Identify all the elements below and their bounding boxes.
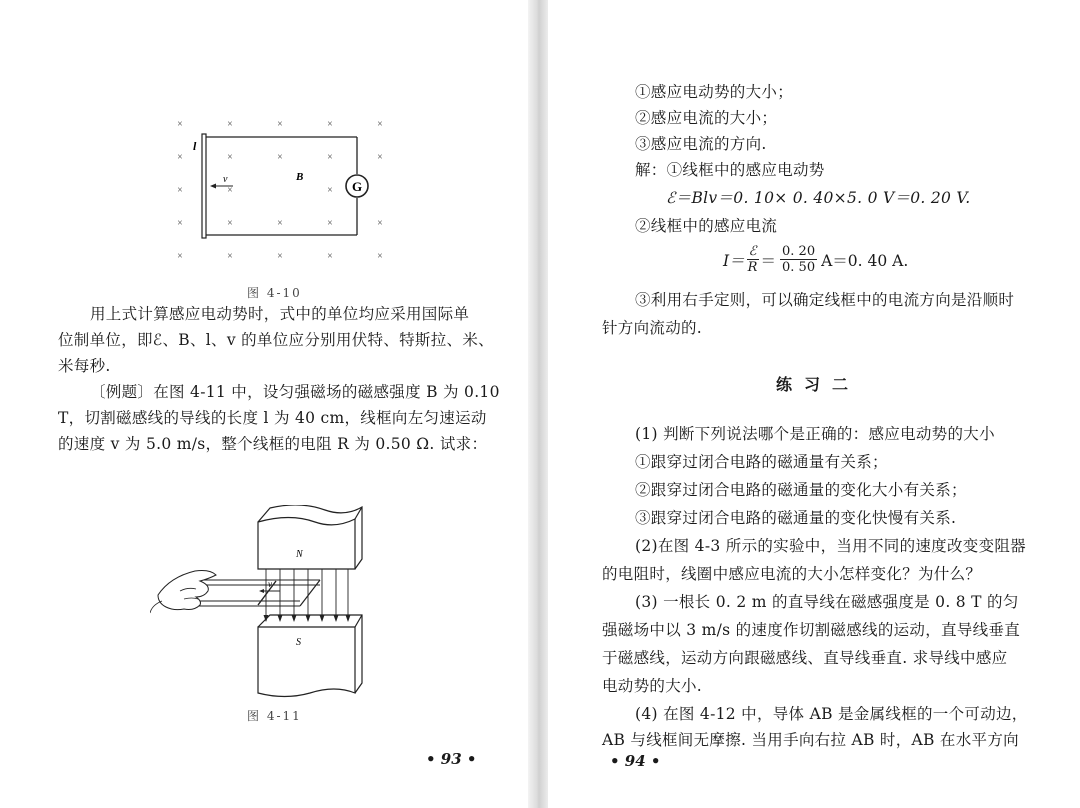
field-cross: × — [227, 251, 233, 262]
label-B: B — [296, 171, 304, 183]
field-arrowhead — [292, 615, 297, 622]
field-cross: × — [277, 119, 283, 130]
field-cross: × — [327, 152, 333, 163]
figure-4-11-caption: 图 4-11 — [247, 709, 302, 723]
field-cross: × — [377, 119, 383, 130]
exercise-line: ②跟穿过闭合电路的磁通量的变化大小有关系； — [635, 481, 967, 499]
right-page — [548, 0, 1080, 808]
left-page — [0, 0, 528, 808]
direction-line: 针方向流动的. — [602, 319, 703, 337]
exercise-line: AB 与线框间无摩擦. 当用手向右拉 AB 时，AB 在水平方向 — [602, 731, 1019, 749]
magnet-north — [258, 518, 355, 570]
field-cross: × — [227, 119, 233, 130]
field-cross: × — [277, 218, 283, 229]
example-line: T，切割磁感线的导线的长度 l 为 40 cm，线框向左匀速运动 — [58, 409, 487, 427]
question-item: ②感应电流的大小； — [635, 109, 778, 127]
field-cross: × — [227, 152, 233, 163]
current-title: ②线框中的感应电流 — [635, 217, 778, 235]
figure-4-11 — [150, 505, 370, 705]
label-G: G — [351, 179, 363, 194]
label-l: l — [193, 139, 197, 153]
exercise-line: (4) 在图 4-12 中，导体 AB 是金属线框的一个可动边， — [635, 705, 1028, 723]
field-cross: × — [327, 185, 333, 196]
field-cross: × — [177, 185, 183, 196]
field-arrowhead — [346, 615, 351, 622]
solution-title: 解：①线框中的感应电动势 — [635, 161, 825, 179]
exercise-line: ③跟穿过闭合电路的磁通量的变化快慢有关系. — [635, 509, 957, 527]
field-cross: × — [377, 152, 383, 163]
figure-4-10-caption: 图 4-10 — [247, 286, 302, 300]
field-cross: × — [377, 218, 383, 229]
direction-line: ③利用右手定则，可以确定线框中的电流方向是沿顺时 — [635, 291, 1015, 309]
example-line: 的速度 v 为 5.0 m/s，整个线框的电阻 R 为 0.50 Ω. 试求： — [58, 435, 488, 453]
book-gutter — [528, 0, 548, 808]
field-cross: × — [327, 119, 333, 130]
label-v: v — [223, 174, 228, 185]
fraction: 0. 20 0. 50 — [782, 244, 816, 275]
field-arrowhead — [320, 615, 325, 622]
page-number: • 94 • — [610, 752, 661, 770]
field-cross: × — [277, 251, 283, 262]
example-line: 〔例题〕在图 4-11 中，设匀强磁场的磁感强度 B 为 0.10 — [90, 383, 500, 401]
field-arrowhead — [306, 615, 311, 622]
exercise-line: ①跟穿过闭合电路的磁通量有关系； — [635, 453, 888, 471]
field-cross: × — [227, 185, 233, 196]
field-cross: × — [327, 218, 333, 229]
current-equation: I＝ ℰ R ＝ 0. 20 0. 50 A＝0. 40 A. — [723, 244, 909, 275]
field-cross: × — [177, 119, 183, 130]
figure-4-10 — [165, 108, 395, 268]
field-arrowhead — [278, 615, 283, 622]
field-cross: × — [377, 251, 383, 262]
label-S: S — [296, 637, 301, 648]
fraction: ℰ R — [747, 244, 758, 275]
exercise-line: 于磁感线，运动方向跟磁感线、直导线垂直. 求导线中感应 — [602, 649, 1008, 667]
label-N: N — [296, 549, 303, 560]
field-cross: × — [327, 251, 333, 262]
exercise-line: 的电阻时，线圈中感应电流的大小怎样变化？为什么？ — [602, 565, 982, 583]
question-item: ①感应电动势的大小； — [635, 83, 794, 101]
field-cross: × — [177, 152, 183, 163]
exercise-line: (3) 一根长 0. 2 m 的直导线在磁感强度是 0. 8 T 的匀 — [635, 593, 1019, 611]
conductor-rod — [202, 134, 206, 238]
exercise-line: (1) 判断下列说法哪个是正确的：感应电动势的大小 — [635, 425, 995, 443]
exercise-heading: 练习二 — [776, 375, 861, 394]
page-number: • 93 • — [426, 750, 477, 768]
magnet-south — [258, 627, 355, 697]
question-item: ③感应电流的方向. — [635, 135, 767, 153]
emf-equation: ℰ＝Blv＝0. 10× 0. 40×5. 0 V＝0. 20 V. — [666, 189, 971, 207]
field-arrowhead — [334, 615, 339, 622]
field-cross: × — [277, 152, 283, 163]
field-cross: × — [227, 218, 233, 229]
paragraph-line: 用上式计算感应电动势时，式中的单位均应采用国际单 — [90, 305, 470, 323]
field-lines — [264, 569, 351, 622]
field-cross: × — [177, 251, 183, 262]
paragraph-line: 位制单位，即ℰ、B、l、v 的单位应分别用伏特、特斯拉、米、 — [58, 331, 494, 349]
paragraph-line: 米每秒. — [58, 357, 111, 375]
exercise-line: 电动势的大小. — [602, 677, 703, 695]
exercise-line: 强磁场中以 3 m/s 的速度作切割磁感线的运动，直导线垂直 — [602, 621, 1021, 639]
field-cross: × — [177, 218, 183, 229]
exercise-line: (2)在图 4-3 所示的实验中，当用不同的速度改变变阻器 — [635, 537, 1026, 555]
label-v: v — [268, 579, 272, 589]
hand-icon — [158, 571, 216, 610]
